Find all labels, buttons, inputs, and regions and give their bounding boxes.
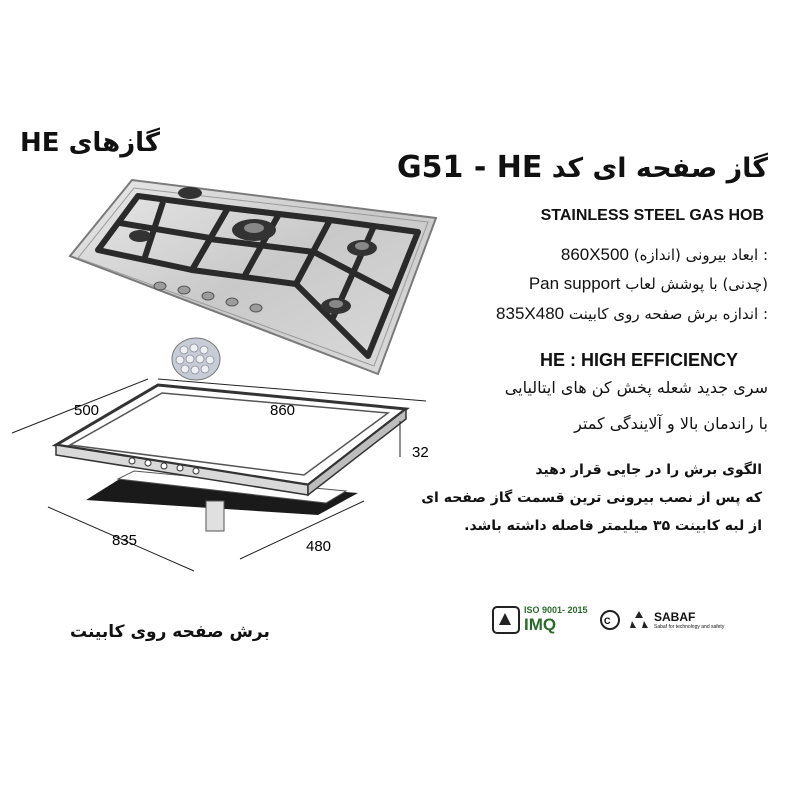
imq-label: IMQ [524,615,557,634]
spec-value: 860X500 [560,245,629,264]
sabaf-label: SABAF [654,610,696,624]
recycle-icon [626,602,652,638]
sabaf-tagline: Sabaf for technology and safety [654,624,725,630]
dimension-drawing [8,375,448,575]
dim-cut-depth: 480 [306,538,332,555]
spec-label: : اندازه برش صفحه روی کابینت [568,305,768,323]
spec-value: 835X480 [496,304,565,323]
dim-height: 32 [412,444,429,461]
svg-text:C: C [604,616,611,626]
he-heading: HE : HIGH EFFICIENCY [539,350,738,370]
spec-label: : ابعاد بیرونی (اندازه) [633,246,768,264]
spec-cut-size [496,304,768,324]
spec-pan-support [529,274,768,294]
cut-caption: برش صفحه روی کابینت [70,622,270,642]
product-code: G51 - HE [397,150,543,185]
product-title [397,150,768,185]
dim-depth: 500 [74,402,100,419]
dim-cut-width: 835 [112,532,138,549]
description-line: با راندمان بالا و آلایندگی کمتر [574,414,768,433]
installation-note-line: الگوی برش را در جایی قرار دهید [535,462,762,478]
series-title: گازهای HE [20,128,161,158]
spec-value: Pan support [528,274,621,293]
spec-label: (چدنی) با پوشش لعاب [625,275,768,293]
spec-dimensions [561,245,768,265]
product-title-prefix: گاز صفحه ای کد [551,153,768,184]
installation-note-line: از لبه کابینت ۳۵ میلیمتر فاصله داشته باشد. [464,518,762,534]
ce-icon [598,602,622,638]
installation-note-line: که پس از نصب بیرونی ترین قسمت گاز صفحه ای [421,490,762,506]
gas-standard-icon [490,602,522,638]
sabaf-logo [654,602,738,638]
gas-hob-image [68,178,440,378]
iso-label: ISO 9001- 2015 [524,605,588,615]
dim-width: 860 [270,402,296,419]
product-subtitle: STAINLESS STEEL GAS HOB [540,207,764,224]
description-line: سری جدید شعله پخش کن های ایتالیایی [504,378,768,397]
